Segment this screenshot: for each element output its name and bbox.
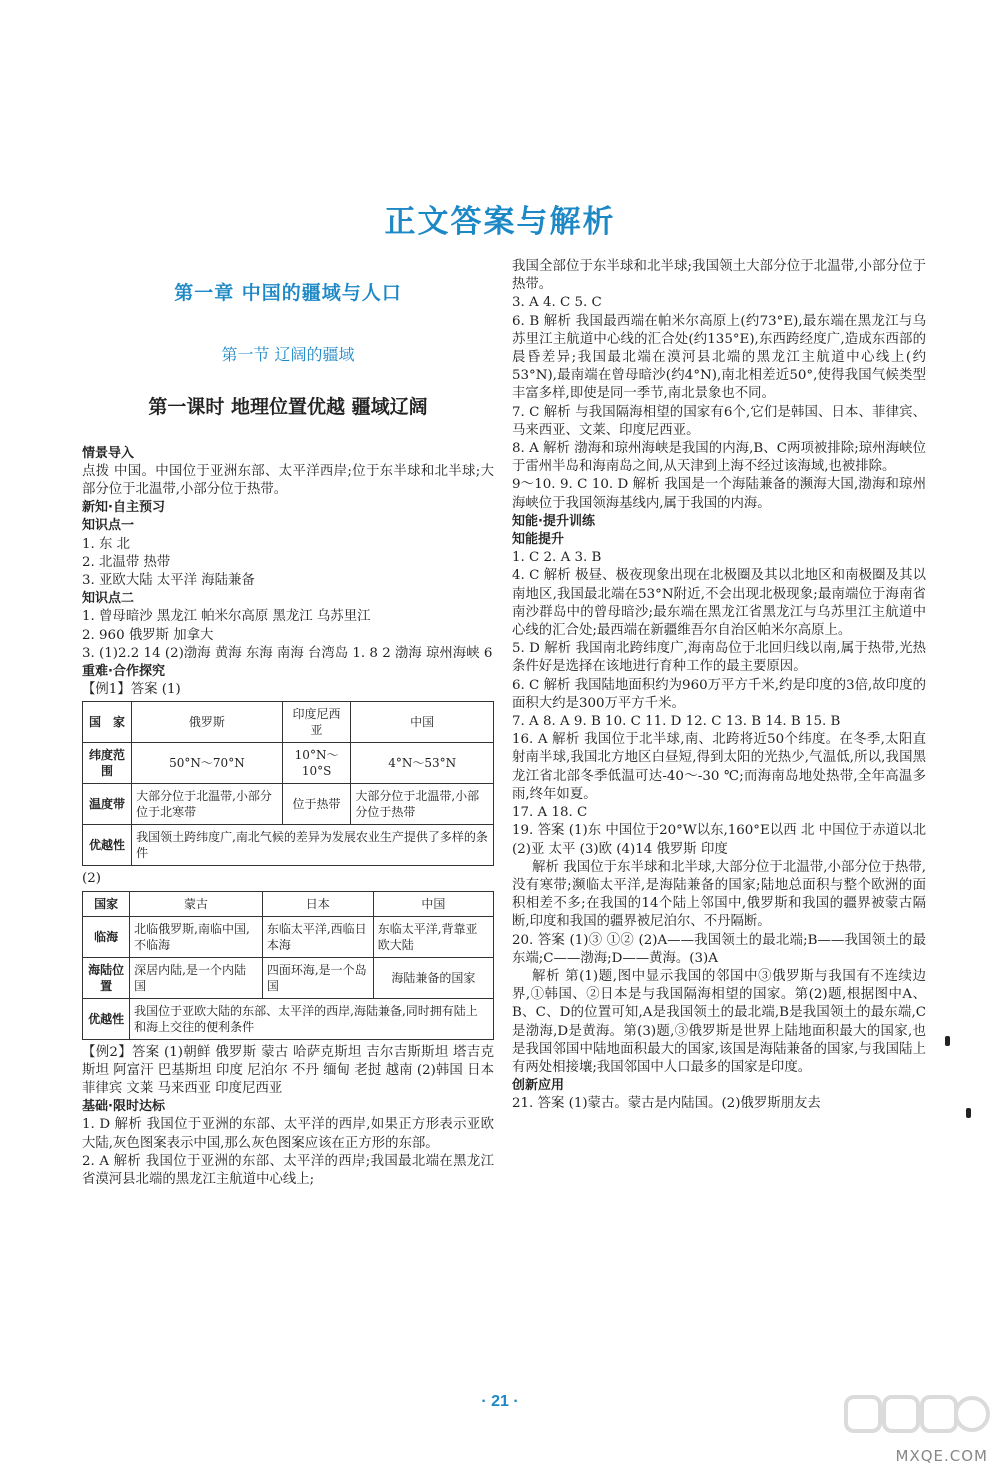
table-row bbox=[83, 743, 494, 784]
table-cell: 优越性 bbox=[83, 825, 132, 866]
watermark-text: MXQE.COM bbox=[895, 1447, 988, 1465]
answer-line: 17. A 18. C bbox=[512, 805, 588, 821]
answer-line: 21. 答案 (1)蒙古。蒙古是内陆国。(2)俄罗斯朋友去 bbox=[512, 1096, 821, 1112]
answer-line: 7. C 解析 与我国隔海相望的国家有6个,它们是韩国、日本、菲律宾、马来西亚、文莱、印度尼西亚。 bbox=[512, 404, 926, 438]
answer-line: 20. 答案 (1)③ ①② (2)A——我国领土的最北端;B——我国领土的最东端;C——渤海;D——黄海。(3)A bbox=[512, 932, 926, 966]
answer-line: 3. (1)2.2 14 (2)渤海 黄海 东海 南海 台湾岛 1. 8 2 渤海 琼州海峡 6 bbox=[82, 645, 493, 661]
answer-line: 3. 亚欧大陆 太平洋 海陆兼备 bbox=[82, 573, 255, 589]
page-number: · 21 · bbox=[481, 1393, 519, 1410]
table-row bbox=[83, 702, 494, 743]
table-cell: 海陆兼备的国家 bbox=[373, 957, 493, 998]
heading-zntj: 重难·合作探究 bbox=[82, 664, 165, 680]
table-cell: 温度带 bbox=[83, 784, 132, 825]
heading-qjdr: 情景导入 bbox=[82, 445, 135, 461]
section-heading: 第一节 辽阔的疆域 bbox=[221, 345, 355, 365]
table-row bbox=[83, 998, 494, 1039]
table-cell: 四面环海,是一个岛国 bbox=[262, 957, 373, 998]
table-row bbox=[83, 825, 494, 866]
answer-line: 8. A 解析 渤海和琼州海峡是我国的内海,B、C两项被排除;琼州海峡位于雷州半岛和海南岛之间,从天津到上海不经过该海域,也被排除。 bbox=[512, 441, 926, 475]
example2-answer: 【例2】答案 (1)朝鲜 俄罗斯 蒙古 哈萨克斯坦 吉尔吉斯斯坦 塔吉克斯坦 阿富汗 巴基斯坦 印度 尼泊尔 不丹 缅甸 老挝 越南 (2)韩国 日本 菲律宾 文莱 马来西亚 印度尼西亚 bbox=[82, 1044, 494, 1097]
left-column bbox=[82, 258, 494, 1189]
example1-label: 【例1】答案 (1) bbox=[82, 682, 181, 698]
answer-line: 1. C 2. A 3. B bbox=[512, 550, 602, 566]
table-cell: 大部分位于北温带,小部分位于热带 bbox=[351, 784, 494, 825]
answer-line: 6. C 解析 我国陆地面积约为960万平方千米,约是印度的3倍,故印度的面积大约是300万平方千米。 bbox=[512, 677, 926, 711]
margin-mark bbox=[966, 1108, 971, 1118]
table-cell: 日本 bbox=[262, 891, 373, 916]
chapter-heading: 第一章 中国的疆域与人口 bbox=[174, 282, 402, 304]
answer-line: 1. 曾母暗沙 黑龙江 帕米尔高原 黑龙江 乌苏里江 bbox=[82, 609, 371, 625]
answer-line: 9～10. 9. C 10. D 解析 我国是一个海陆兼备的濒海大国,渤海和琼州海峡位于我国领海基线内,属于我国的内海。 bbox=[512, 477, 926, 511]
dianbo-text: 点拨 中国。中国位于亚洲东部、太平洋西岸;位于东半球和北半球;大部分位于北温带,小部分位于热带。 bbox=[82, 463, 494, 498]
part2-label: (2) bbox=[82, 871, 101, 887]
table-cell: 50°N～70°N bbox=[132, 743, 283, 784]
table-example1-part1 bbox=[82, 701, 494, 866]
heading-zntsh: 知能提升 bbox=[512, 532, 565, 548]
table-row bbox=[83, 957, 494, 998]
answer-line: 2. 北温带 热带 bbox=[82, 554, 171, 570]
answer-line: 2. A 解析 我国位于亚洲的东部、太平洋的西岸;我国最北端在黑龙江省漠河县北端的黑龙江主航道中心线上; bbox=[82, 1153, 494, 1188]
page-title: 正文答案与解析 bbox=[384, 204, 616, 240]
heading-zsd2: 知识点二 bbox=[82, 591, 135, 607]
margin-mark bbox=[945, 1036, 950, 1046]
table-cell: 国 家 bbox=[83, 702, 132, 743]
table-cell: 印度尼西亚 bbox=[282, 702, 351, 743]
explanation-text: 解析 我国位于东半球和北半球,大部分位于北温带,小部分位于热带,没有寒带;濒临太平洋,是海陆兼备的国家;陆地总面积与整个欧洲的面积相差不多;在我国的14个陆上邻国中,俄罗斯和我国的疆界被蒙古隔断,印度和我国的疆界被尼泊尔、不丹隔断。 bbox=[512, 859, 926, 930]
answer-line: 2. 960 俄罗斯 加拿大 bbox=[82, 627, 214, 643]
table-cell: 位于热带 bbox=[282, 784, 351, 825]
answer-line: 4. C 解析 极昼、极夜现象出现在北极圈及其以北地区和南极圈及其以南地区,我国最北端在53°N附近,不会出现北极现象;最南端位于海南省南沙群岛中的曾母暗沙;最东端在黑龙江省黑龙江与乌苏里江主航道中心线的汇合处;最西端在新疆维吾尔自治区帕米尔高原上。 bbox=[512, 568, 926, 639]
answer-line: 3. A 4. C 5. C bbox=[512, 295, 602, 311]
table-cell: 北临俄罗斯,南临中国,不临海 bbox=[130, 916, 263, 957]
table-cell: 海陆位置 bbox=[83, 957, 130, 998]
table-cell: 纬度范围 bbox=[83, 743, 132, 784]
table-cell: 东临太平洋,背靠亚欧大陆 bbox=[373, 916, 493, 957]
table-cell: 中国 bbox=[373, 891, 493, 916]
table-row bbox=[83, 891, 494, 916]
answer-line: 6. B 解析 我国最西端在帕米尔高原上(约73°E),最东端在黑龙江与乌苏里江主航道中心线的汇合处(约135°E),东西跨经度广,造成东西部的晨昏差异;我国最北端在漠河县北端的黑龙江主航道中心线上(约53°N),最南端在曾母暗沙(约4°N),南北相差近50°,使得我国气候类型丰富多样,即使是同一季节,南北景象也不同。 bbox=[512, 313, 926, 402]
answer-line: 我国全部位于东半球和北半球;我国领土大部分位于北温带,小部分位于热带。 bbox=[512, 259, 926, 293]
answer-line: 19. 答案 (1)东 中国位于20°W以东,160°E以西 北 中国位于赤道以北 (2)亚 太平 (3)欧 (4)14 俄罗斯 印度 bbox=[512, 823, 926, 857]
answer-line: 1. 东 北 bbox=[82, 536, 131, 552]
answer-line: 5. D 解析 我国南北跨纬度广,海南岛位于北回归线以南,属于热带,光热条件好是选择在该地进行育种工作的最主要原因。 bbox=[512, 641, 926, 675]
answer-line: 7. A 8. A 9. B 10. C 11. D 12. C 13. B 14. B 15. B bbox=[512, 714, 841, 730]
explanation-text: 解析 第(1)题,图中显示我国的邻国中③俄罗斯与我国有不连续边界,①韩国、②日本是与我国隔海相望的国家。第(2)题,根据图中A、B、C、D的位置可知,A是我国领土的最北端,B是我国领土的最东端,C是渤海,D是黄海。第(3)题,③俄罗斯是世界上陆地面积最大的国家,也是我国邻国中陆地面积最大的国家,该国是海陆兼备的国家,与我国陆上有两处相接壤;我国邻国中人口最多的国家是印度。 bbox=[512, 968, 926, 1075]
table-cell: 中国 bbox=[351, 702, 494, 743]
table-cell: 10°N～10°S bbox=[282, 743, 351, 784]
heading-cxyy: 创新应用 bbox=[512, 1078, 565, 1094]
table-cell: 我国位于亚欧大陆的东部、太平洋的西岸,海陆兼备,同时拥有陆上和海上交往的便利条件 bbox=[130, 998, 494, 1039]
table-cell: 国家 bbox=[83, 891, 130, 916]
table-cell: 俄罗斯 bbox=[132, 702, 283, 743]
heading-xzzz: 新知·自主预习 bbox=[82, 500, 165, 516]
table-cell: 我国领土跨纬度广,南北气候的差异为发展农业生产提供了多样的条件 bbox=[132, 825, 494, 866]
heading-zsd1: 知识点一 bbox=[82, 518, 135, 534]
right-column bbox=[512, 258, 926, 1114]
lesson-heading: 第一课时 地理位置优越 疆域辽阔 bbox=[148, 396, 428, 419]
table-cell: 4°N～53°N bbox=[351, 743, 494, 784]
table-example1-part2 bbox=[82, 891, 494, 1040]
table-cell: 临海 bbox=[83, 916, 130, 957]
answer-line: 16. A 解析 我国位于北半球,南、北跨将近50个纬度。在冬季,太阳直射南半球,我国北方地区白昼短,得到太阳的光热少,气温低,所以,我国黑龙江省北部冬季低温可达-40～-30 ℃;而海南岛地处热带,全年高温多雨,终年如夏。 bbox=[512, 732, 926, 802]
answer-line: 1. D 解析 我国位于亚洲的东部、太平洋的西岸,如果正方形表示亚欧大陆,灰色图案表示中国,那么灰色图案应该在正方形的东部。 bbox=[82, 1117, 494, 1151]
table-cell: 深居内陆,是一个内陆国 bbox=[130, 957, 263, 998]
heading-jcxs: 基础·限时达标 bbox=[82, 1099, 165, 1115]
heading-zntx: 知能·提升训练 bbox=[512, 513, 595, 529]
table-cell: 蒙古 bbox=[130, 891, 263, 916]
table-cell: 优越性 bbox=[83, 998, 130, 1039]
table-cell: 大部分位于北温带,小部分位于北寒带 bbox=[132, 784, 283, 825]
table-row bbox=[83, 916, 494, 957]
table-cell: 东临太平洋,西临日本海 bbox=[262, 916, 373, 957]
table-row bbox=[83, 784, 494, 825]
